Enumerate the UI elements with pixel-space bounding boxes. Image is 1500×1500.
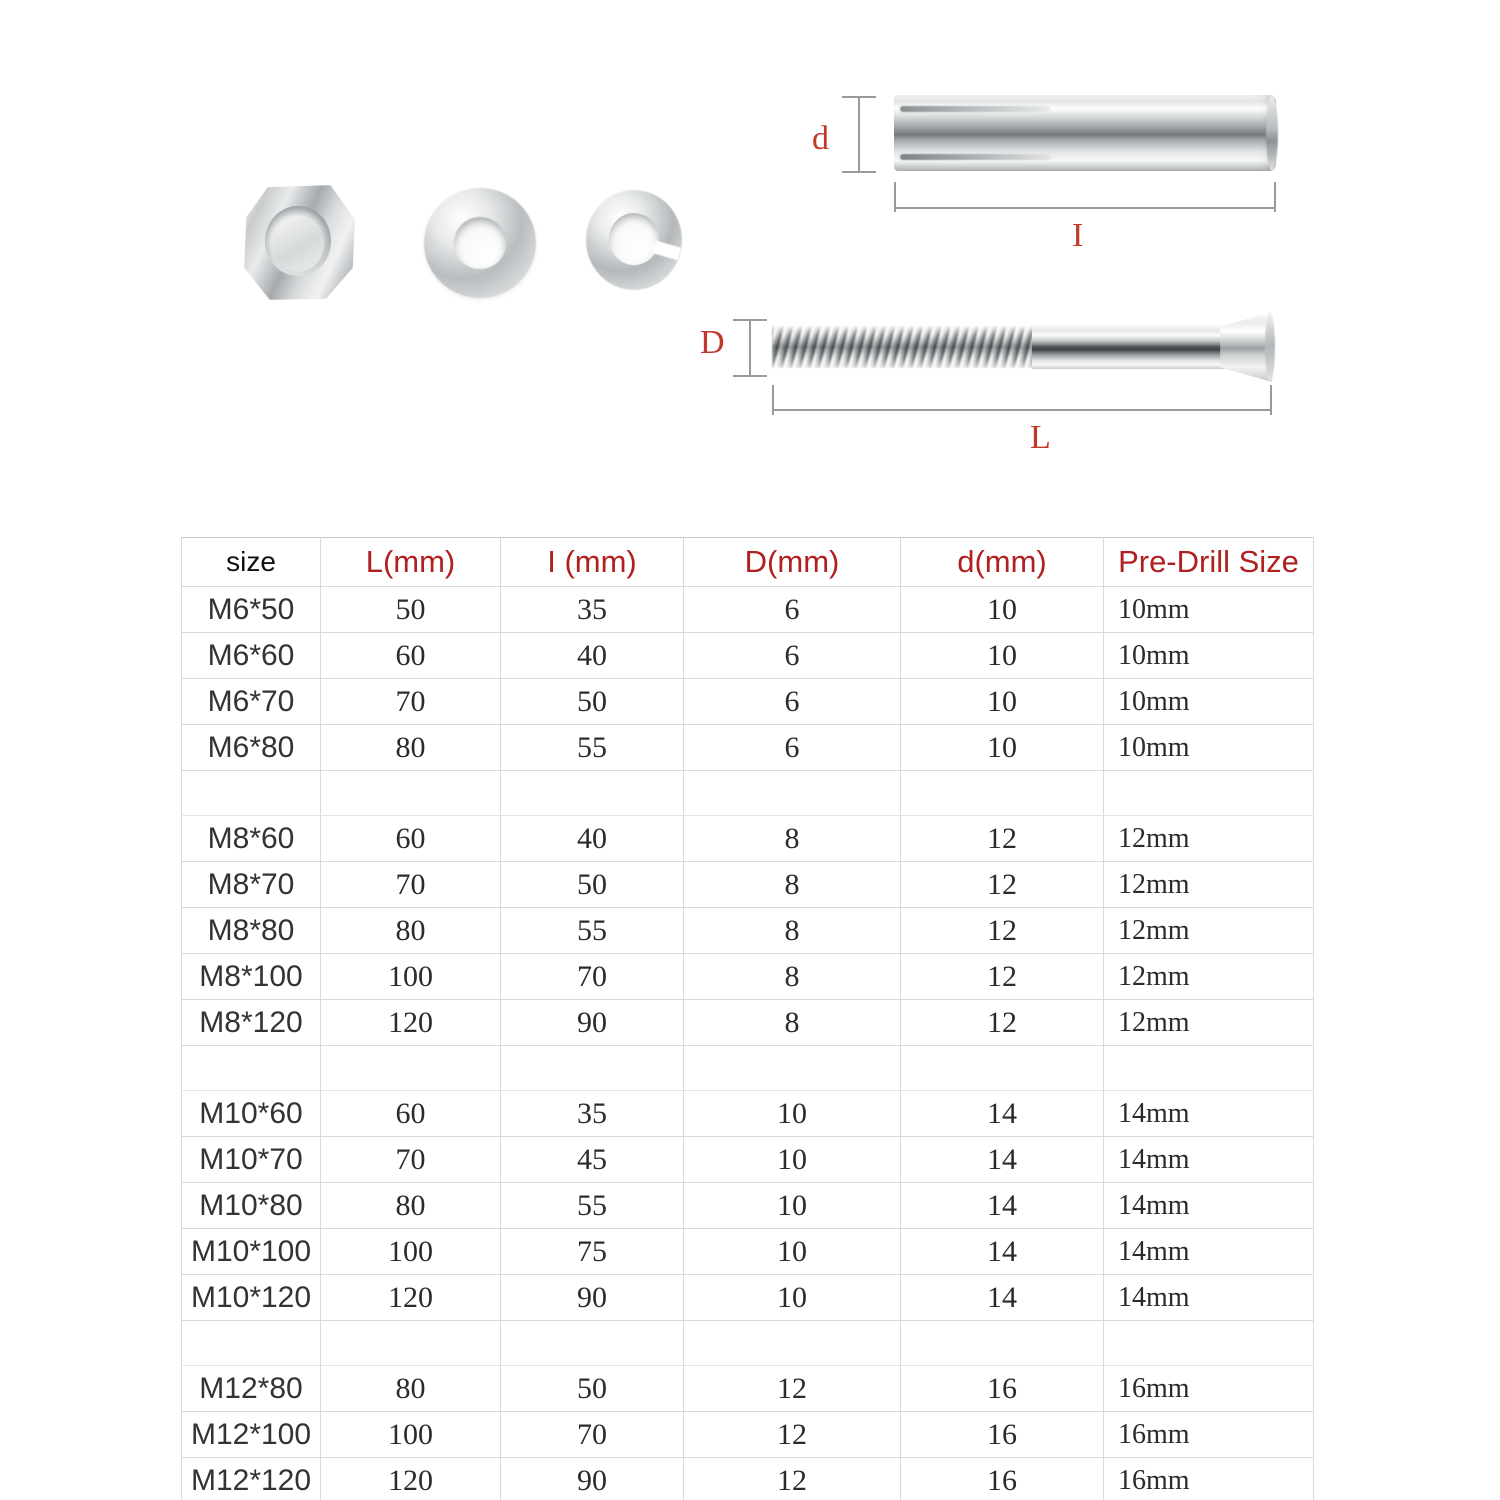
cell-drill: 12mm	[1104, 816, 1314, 862]
table-row	[182, 862, 1314, 908]
specification-table	[181, 537, 1314, 1500]
sleeve-slot-bottom	[900, 154, 1052, 160]
table-row	[182, 1000, 1314, 1046]
spacer-cell	[501, 1046, 684, 1091]
cell-drill: 12mm	[1104, 908, 1314, 954]
cell-d: 16	[901, 1458, 1104, 1500]
cell-D: 12	[684, 1458, 901, 1500]
cell-L: 80	[321, 1366, 501, 1412]
cell-D: 12	[684, 1412, 901, 1458]
table-row	[182, 816, 1314, 862]
cell-I: 50	[501, 679, 684, 725]
table-row	[182, 633, 1314, 679]
table-row	[182, 1229, 1314, 1275]
cell-d: 14	[901, 1229, 1104, 1275]
table-group-spacer	[182, 771, 1314, 816]
cell-drill: 12mm	[1104, 1000, 1314, 1046]
cell-d: 12	[901, 816, 1104, 862]
cell-L: 60	[321, 816, 501, 862]
table-row	[182, 587, 1314, 633]
sleeve-end-cap	[1266, 95, 1278, 171]
cell-L: 70	[321, 862, 501, 908]
cell-size: M8*80	[182, 908, 321, 954]
cell-D: 10	[684, 1091, 901, 1137]
spacer-cell	[182, 1046, 321, 1091]
cell-size: M8*100	[182, 954, 321, 1000]
cell-drill: 14mm	[1104, 1275, 1314, 1321]
cell-drill: 16mm	[1104, 1412, 1314, 1458]
flat-washer-hole	[454, 217, 506, 269]
cell-I: 40	[501, 633, 684, 679]
table-group-spacer	[182, 1046, 1314, 1091]
cell-L: 60	[321, 633, 501, 679]
cell-d: 10	[901, 679, 1104, 725]
cell-d: 16	[901, 1412, 1104, 1458]
cell-drill: 16mm	[1104, 1458, 1314, 1500]
cell-drill: 14mm	[1104, 1137, 1314, 1183]
cell-L: 100	[321, 954, 501, 1000]
table-row	[182, 1275, 1314, 1321]
cell-size: M10*100	[182, 1229, 321, 1275]
cell-size: M10*120	[182, 1275, 321, 1321]
cell-I: 90	[501, 1275, 684, 1321]
table-row	[182, 1091, 1314, 1137]
spacer-cell	[684, 1321, 901, 1366]
table-row	[182, 954, 1314, 1000]
table-row	[182, 679, 1314, 725]
cell-D: 6	[684, 725, 901, 771]
cell-D: 10	[684, 1137, 901, 1183]
cell-size: M12*100	[182, 1412, 321, 1458]
cell-size: M10*70	[182, 1137, 321, 1183]
sleeve-I-cap-right	[1274, 182, 1276, 212]
table-row	[182, 1137, 1314, 1183]
cell-I: 40	[501, 816, 684, 862]
cell-D: 10	[684, 1275, 901, 1321]
spacer-cell	[901, 1046, 1104, 1091]
spacer-cell	[684, 1046, 901, 1091]
cell-size: M6*60	[182, 633, 321, 679]
cell-size: M12*80	[182, 1366, 321, 1412]
spacer-cell	[182, 1321, 321, 1366]
sleeve-slot-top	[900, 106, 1050, 112]
cell-d: 12	[901, 908, 1104, 954]
hex-nut-inner-rim	[272, 216, 324, 272]
spacer-cell	[684, 771, 901, 816]
table-group-spacer	[182, 1321, 1314, 1366]
hex-nut	[243, 185, 355, 300]
sleeve-diameter-label: d	[812, 120, 829, 157]
cell-drill: 10mm	[1104, 633, 1314, 679]
spacer-cell	[901, 771, 1104, 816]
cell-drill: 14mm	[1104, 1091, 1314, 1137]
table-row	[182, 908, 1314, 954]
cell-D: 10	[684, 1229, 901, 1275]
cell-L: 70	[321, 679, 501, 725]
cell-size: M10*60	[182, 1091, 321, 1137]
cell-I: 90	[501, 1458, 684, 1500]
cell-L: 70	[321, 1137, 501, 1183]
cell-drill: 14mm	[1104, 1183, 1314, 1229]
table-body	[182, 587, 1314, 1500]
cell-L: 120	[321, 1000, 501, 1046]
cell-D: 8	[684, 954, 901, 1000]
spacer-cell	[321, 1046, 501, 1091]
spring-washer-hole	[609, 213, 659, 265]
spacer-cell	[501, 1321, 684, 1366]
table-header-row	[182, 538, 1314, 587]
cell-d: 12	[901, 1000, 1104, 1046]
cell-size: M10*80	[182, 1183, 321, 1229]
sleeve-I-dimension-line	[894, 207, 1276, 209]
product-diagram	[0, 0, 1500, 510]
cell-d: 12	[901, 954, 1104, 1000]
column-header-size: size	[182, 538, 321, 587]
cell-size: M6*50	[182, 587, 321, 633]
spacer-cell	[501, 771, 684, 816]
cell-drill: 12mm	[1104, 862, 1314, 908]
table-row	[182, 725, 1314, 771]
cell-D: 8	[684, 816, 901, 862]
sleeve-length-label: I	[1072, 217, 1084, 254]
cell-L: 120	[321, 1458, 501, 1500]
cell-L: 100	[321, 1412, 501, 1458]
cell-L: 60	[321, 1091, 501, 1137]
cell-drill: 10mm	[1104, 587, 1314, 633]
cell-D: 10	[684, 1183, 901, 1229]
spacer-cell	[901, 1321, 1104, 1366]
column-header-sleeve-diameter: d(mm)	[901, 538, 1104, 587]
cell-I: 70	[501, 1412, 684, 1458]
table-row	[182, 1458, 1314, 1500]
cell-D: 8	[684, 862, 901, 908]
cell-size: M12*120	[182, 1458, 321, 1500]
bolt-D-cap-bottom	[733, 375, 767, 377]
cell-L: 80	[321, 1183, 501, 1229]
cell-size: M8*70	[182, 862, 321, 908]
cell-drill: 14mm	[1104, 1229, 1314, 1275]
cell-I: 75	[501, 1229, 684, 1275]
sleeve-d-cap-bottom	[842, 171, 876, 173]
cell-d: 10	[901, 633, 1104, 679]
cell-I: 70	[501, 954, 684, 1000]
cell-d: 14	[901, 1137, 1104, 1183]
table-row	[182, 1366, 1314, 1412]
table-header	[182, 538, 1314, 587]
cell-d: 14	[901, 1091, 1104, 1137]
cell-L: 100	[321, 1229, 501, 1275]
bolt-D-dimension-line	[749, 319, 751, 377]
cell-I: 50	[501, 862, 684, 908]
cell-I: 90	[501, 1000, 684, 1046]
cell-D: 6	[684, 633, 901, 679]
cell-d: 12	[901, 862, 1104, 908]
cell-size: M6*80	[182, 725, 321, 771]
column-header-bolt-diameter: D(mm)	[684, 538, 901, 587]
cell-I: 55	[501, 1183, 684, 1229]
cell-d: 10	[901, 587, 1104, 633]
cell-d: 10	[901, 725, 1104, 771]
table-row	[182, 1183, 1314, 1229]
cell-I: 55	[501, 908, 684, 954]
cell-I: 50	[501, 1366, 684, 1412]
cell-L: 120	[321, 1275, 501, 1321]
cell-I: 35	[501, 1091, 684, 1137]
spring-washer	[586, 190, 682, 290]
cell-drill: 10mm	[1104, 679, 1314, 725]
bolt-threaded-section	[772, 326, 1034, 368]
cell-D: 8	[684, 1000, 901, 1046]
column-header-sleeve-length: I (mm)	[501, 538, 684, 587]
flat-washer	[424, 188, 536, 298]
column-header-length: L(mm)	[321, 538, 501, 587]
cell-drill: 16mm	[1104, 1366, 1314, 1412]
spacer-cell	[321, 771, 501, 816]
spacer-cell	[1104, 1046, 1314, 1091]
bolt-diameter-label: D	[700, 324, 725, 361]
countersunk-bolt	[772, 310, 1272, 384]
cell-d: 16	[901, 1366, 1104, 1412]
cell-drill: 10mm	[1104, 725, 1314, 771]
cell-D: 12	[684, 1366, 901, 1412]
bolt-smooth-shank	[1032, 325, 1226, 369]
cell-D: 8	[684, 908, 901, 954]
cell-size: M6*70	[182, 679, 321, 725]
cell-I: 55	[501, 725, 684, 771]
cell-L: 50	[321, 587, 501, 633]
cell-L: 80	[321, 725, 501, 771]
spacer-cell	[1104, 771, 1314, 816]
cell-size: M8*60	[182, 816, 321, 862]
spacer-cell	[1104, 1321, 1314, 1366]
cell-D: 6	[684, 587, 901, 633]
expansion-sleeve	[894, 95, 1276, 171]
column-header-predrill-size: Pre-Drill Size	[1104, 538, 1314, 587]
cell-D: 6	[684, 679, 901, 725]
spacer-cell	[321, 1321, 501, 1366]
cell-I: 45	[501, 1137, 684, 1183]
spacer-cell	[182, 771, 321, 816]
cell-I: 35	[501, 587, 684, 633]
table-row	[182, 1412, 1314, 1458]
cell-size: M8*120	[182, 1000, 321, 1046]
bolt-length-label: L	[1030, 419, 1051, 456]
cell-d: 14	[901, 1275, 1104, 1321]
cell-L: 80	[321, 908, 501, 954]
sleeve-d-dimension-line	[858, 96, 860, 173]
bolt-head-face	[1265, 312, 1275, 382]
bolt-L-cap-right	[1270, 385, 1272, 415]
bolt-L-dimension-line	[772, 409, 1272, 411]
cell-d: 14	[901, 1183, 1104, 1229]
cell-drill: 12mm	[1104, 954, 1314, 1000]
